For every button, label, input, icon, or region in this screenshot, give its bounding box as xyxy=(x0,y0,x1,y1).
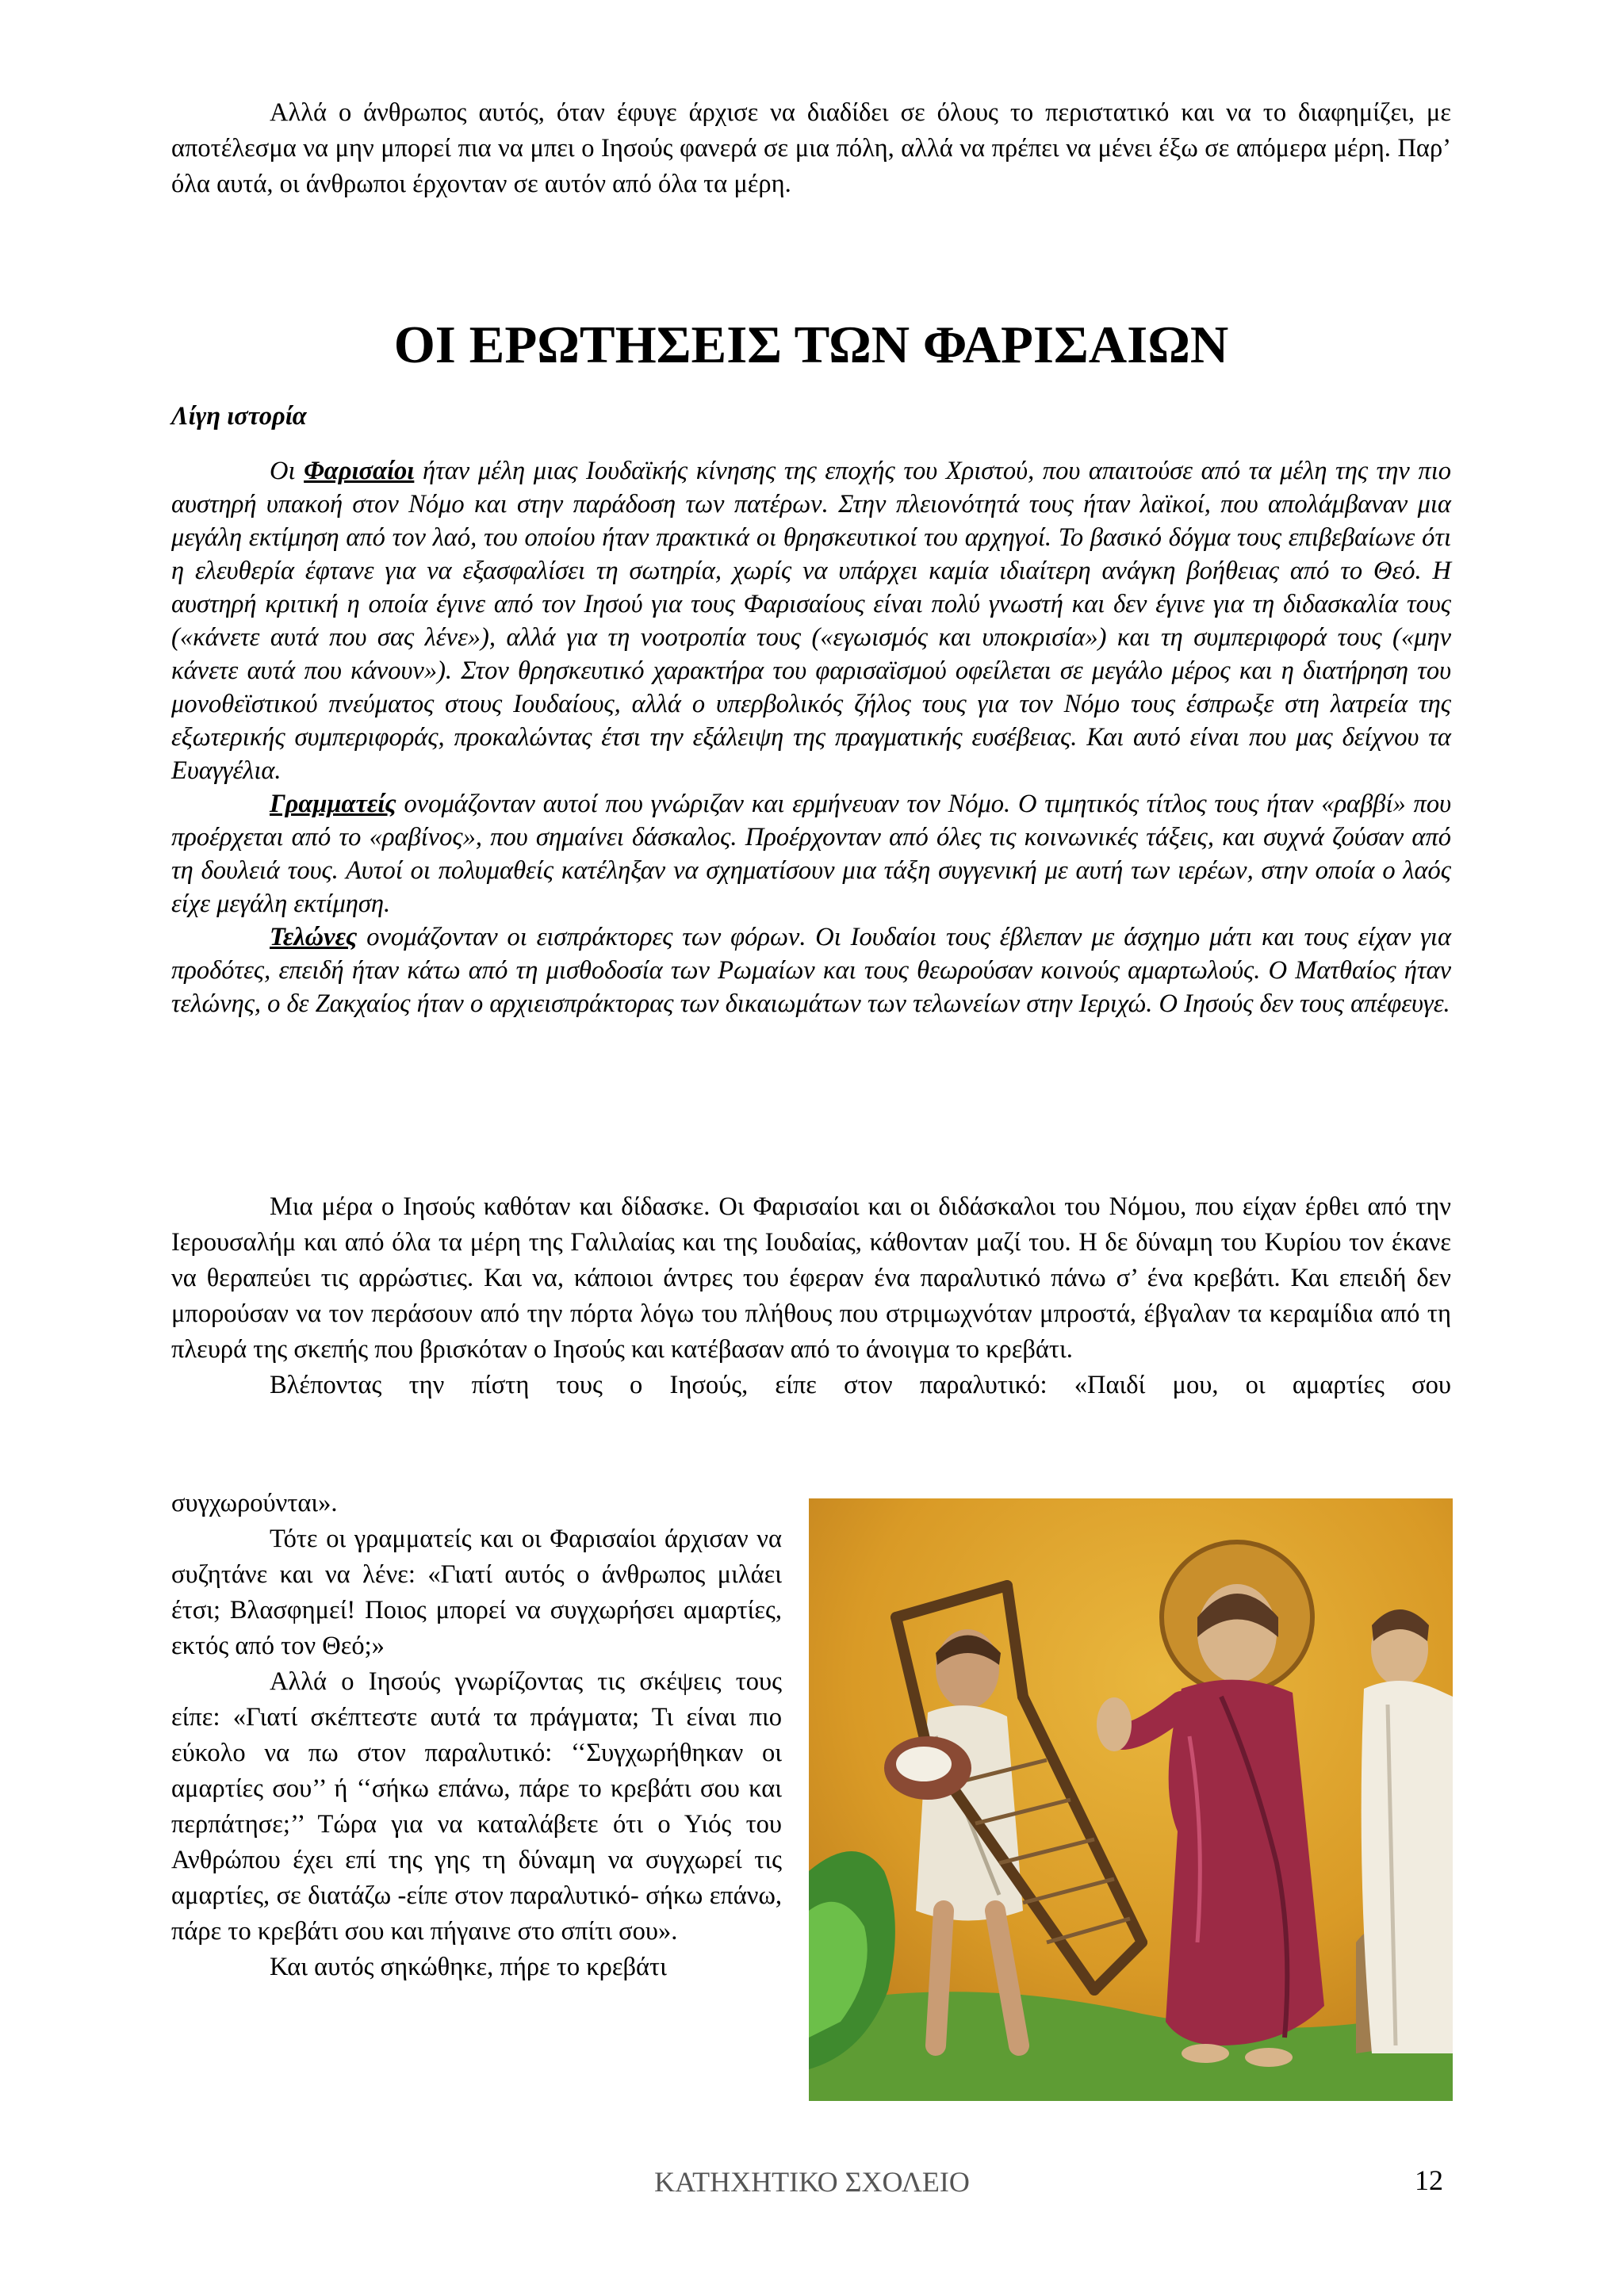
story-paragraph-2: Βλέποντας την πίστη τους ο Ιησούς, είπε στον παραλυτικό: «Παιδί μου, οι αμαρτίες σου xyxy=(270,1371,1451,1399)
intro-section xyxy=(171,95,1451,202)
story-paragraph-1: Μια μέρα ο Ιησούς καθόταν και δίδασκε. Οι Φαρισαίοι και οι διδάσκαλοι του Νόμου, που είχαν έρθει από την Ιερουσαλήμ και από όλα τα μέρη της Γαλιλαίας και της Ιουδαίας, κάθονταν μαζί του. Η δε δύναμη του Κυρίου τον έκανε να θεραπεύει τις αρρώστιες. Και να, κάποιοι άντρες του έφεραν ένα παραλυτικό πάνω σ’ ένα κρεβάτι. Και επειδή δεν μπορούσαν να τον περάσουν από την πόρτα λόγω του πλήθους που στριμωχνόταν μπροστά, έβγαλαν τα κεραμίδια από τη πλευρά της σκεπής που βρισκόταν ο Ιησούς και κατέβασαν από το άνοιγμα το κρεβάτι. xyxy=(171,1192,1451,1364)
term-publicans: Τελώνες xyxy=(270,923,358,951)
story-wrapped-column xyxy=(171,1486,782,1985)
story-paragraph-3: Τότε οι γραμματείς και οι Φαρισαίοι άρχισαν να συζητάνε και να λένε: «Γιατί αυτός ο άνθρωπος μιλάει έτσι; Βλασφημεί! Ποιος μπορεί να συγχωρήσει αμαρτίες, εκτός από τον Θεό;» xyxy=(171,1525,782,1660)
scribes-text: ονομάζονταν αυτοί που γνώριζαν και ερμήνευαν τον Νόμο. Ο τιμητικός τίτλος τους ήταν «ραββί» που προέρχεται από το «ραβίνος», που σημαίνει δάσκαλος. Προέρχονταν από όλες τις κοινωνικές τάξεις, και συχνά ζούσαν από τη δουλειά τους. Αυτοί οι πολυμαθείς κατέληξαν να σχηματίσουν μια τάξη συγγενική με αυτή των ιερέων, στην οποία ο λαός είχε μεγάλη εκτίμηση. xyxy=(171,790,1451,918)
mosaic-image-healing-paralytic xyxy=(809,1498,1453,2101)
glossary-publicans xyxy=(171,920,1451,1020)
page-number: 12 xyxy=(1415,2164,1443,2196)
glossary-scribes xyxy=(171,787,1451,920)
pharisees-pre: Οι xyxy=(270,457,304,485)
story-paragraph-4: Αλλά ο Ιησούς γνωρίζοντας τις σκέψεις τους είπε: «Γιατί σκέπτεστε αυτά τα πράγματα; Τι είναι πιο εύκολο να πω στον παραλυτικό: ‘‘Συγχωρήθηκαν οι αμαρτίες σου’’ ή ‘‘σήκω επάνω, πάρε το κρεβάτι σου και περπάτησε;’’ Τώρα για να καταλάβετε ότι ο Υιός του Ανθρώπου έχει επί της γης τη δύναμη να συγχωρεί τις αμαρτίες, σε διατάζω -είπε στον παραλυτικό- σήκω επάνω, πάρε το κρεβάτι σου και πήγαινε στο σπίτι σου». xyxy=(171,1667,782,1946)
glossary-section xyxy=(171,454,1451,1020)
term-pharisees: Φαρισαίοι xyxy=(304,457,415,485)
pharisees-text: ήταν μέλη μιας Ιουδαϊκής κίνησης της εποχής του Χριστού, που απαιτούσε από τα μέλη της την πιο αυστηρή υπακοή στον Νόμο και στην παράδοση των πατέρων. Στην πλειονότητά τους ήταν λαϊκοί, που απολάμβαναν μια μεγάλη εκτίμηση από τον λαό, του οποίου ήταν πρακτικά οι θρησκευτικοί του αρχηγοί. Το βασικό δόγμα τους επιβεβαίωνε ότι η ελευθερία έφτανε για να εξασφαλίσει τη σωτηρία, χωρίς να υπάρχει καμία ιδιαίτερη ανάγκη βοήθειας από το Θεό. Η αυστηρή κριτική η οποία έγινε από τον Ιησού για τους Φαρισαίους είναι πολύ γνωστή και δεν έγινε για τη διδασκαλία τους («κάνετε αυτά που σας λένε»), αλλά για τη νοοτροπία τους («εγωισμός και υποκρισία») και τη συμπεριφορά τους («μην κάνετε αυτά που κάνουν»). Στον θρησκευτικό χαρακτήρα του φαρισαϊσμού οφείλεται σε μεγάλο μέρος και η διατήρηση του μονοθεϊστικού πνεύματος στους Ιουδαίους, αλλά ο υπερβολικός ζήλος τους για τον Νόμο τους έσπρωξε στη λατρεία της εξωτερικής συμπεριφοράς, προκαλώντας έτσι την εξάλειψη της πραγματικής ευσέβειας. Και αυτό είναι που μας δείχνου τα Ευαγγέλια. xyxy=(171,457,1451,785)
story-paragraph-5: Και αυτός σηκώθηκε, πήρε το κρεβάτι xyxy=(270,1953,667,1981)
story-section xyxy=(171,1189,1451,1403)
story-paragraph-2-continued: συγχωρούνται». xyxy=(171,1489,338,1517)
glossary-heading: Λίγη ιστορία xyxy=(171,402,307,430)
term-scribes: Γραμματείς xyxy=(270,790,396,818)
intro-paragraph: Αλλά ο άνθρωπος αυτός, όταν έφυγε άρχισε να διαδίδει σε όλους το περιστατικό και να το διαφημίζει, με αποτέλεσμα να μην μπορεί πια να μπει ο Ιησούς φανερά σε μια πόλη, αλλά να πρέπει να μένει έξω σε απόμερα μέρη. Παρ’ όλα αυτά, οι άνθρωποι έρχονταν σε αυτόν από όλα τα μέρη. xyxy=(171,98,1451,198)
publicans-text: ονομάζονταν οι εισπράκτορες των φόρων. Οι Ιουδαίοι τους έβλεπαν με άσχημο μάτι και τους είχαν για προδότες, επειδή ήταν κάτω από τη μισθοδοσία των Ρωμαίων και τους θεωρούσαν κοινούς αμαρτωλούς. Ο Ματθαίος ήταν τελώνης, ο δε Ζακχαίος ήταν ο αρχιεισπράκτορας των δικαιωμάτων των τελωνείων στην Ιεριχώ. Ο Ιησούς δεν τους απέφευγε. xyxy=(171,923,1451,1018)
page-title: ΟΙ ΕΡΩΤΗΣΕΙΣ ΤΩΝ ΦΑΡΙΣΑΙΩΝ xyxy=(393,316,1229,374)
glossary-pharisees xyxy=(171,454,1451,787)
footer-school-name: ΚΑΤΗΧΗΤΙΚΟ ΣΧΟΛΕΙΟ xyxy=(654,2166,970,2198)
